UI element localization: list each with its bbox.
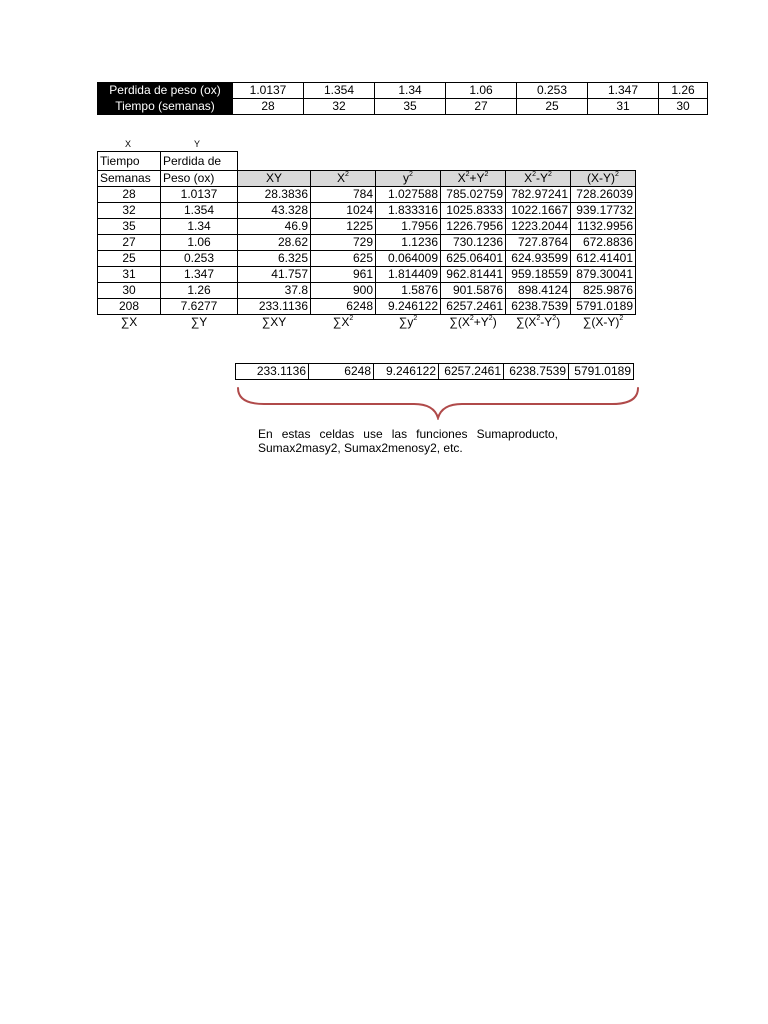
table-cell: 612.41401 xyxy=(571,251,636,267)
table-cell: 35 xyxy=(98,219,161,235)
table-cell: 208 xyxy=(98,299,161,315)
table-cell: 962.81441 xyxy=(441,267,506,283)
cell: 27 xyxy=(446,99,517,115)
table-cell: 1223.2044 xyxy=(506,219,571,235)
table-cell: 28 xyxy=(98,187,161,203)
table-cell: 27 xyxy=(98,235,161,251)
table-cell: 1.7956 xyxy=(376,219,441,235)
data-table-top xyxy=(97,82,708,115)
curly-brace-shape xyxy=(234,384,644,420)
cell: 28 xyxy=(233,99,304,115)
table-cell: 785.02759 xyxy=(441,187,506,203)
empty-cell xyxy=(571,152,636,171)
row-label-time: Tiempo (semanas) xyxy=(98,99,233,115)
table-cell: 6257.2461 xyxy=(441,299,506,315)
table-cell: 1.0137 xyxy=(161,187,238,203)
sum-cell: 5791.0189 xyxy=(569,364,634,380)
sum-labels-row xyxy=(98,315,636,331)
header-xy: XY xyxy=(238,171,311,187)
sum-label: $\sum y^2$ xyxy=(398,315,418,329)
table-row xyxy=(98,251,636,267)
table-cell: 41.757 xyxy=(238,267,311,283)
table-cell: 25 xyxy=(98,251,161,267)
sum-label: ∑XY xyxy=(261,315,287,329)
table-cell: 30 xyxy=(98,283,161,299)
table-cell: 46.9 xyxy=(238,219,311,235)
header-time-line2: Semanas xyxy=(98,171,161,187)
table-cell: 625 xyxy=(311,251,376,267)
table-cell: 624.93599 xyxy=(506,251,571,267)
table-row xyxy=(98,235,636,251)
sum-label: ∑X xyxy=(120,315,138,329)
cell: 1.26 xyxy=(659,83,708,99)
table-cell: 898.4124 xyxy=(506,283,571,299)
empty-cell xyxy=(238,152,311,171)
table-cell: 959.18559 xyxy=(506,267,571,283)
table-cell: 1.5876 xyxy=(376,283,441,299)
table-cell: 1.833316 xyxy=(376,203,441,219)
sum-label: $\sum X^2$ xyxy=(332,315,354,329)
cell: 35 xyxy=(375,99,446,115)
sum-label: $\sum(X^2-Y^2)$ xyxy=(515,315,561,329)
sum-cell: 6238.7539 xyxy=(504,364,569,380)
table-cell: 784 xyxy=(311,187,376,203)
cell: 1.34 xyxy=(375,83,446,99)
table-cell: 625.06401 xyxy=(441,251,506,267)
table-cell: 727.8764 xyxy=(506,235,571,251)
table-cell: 729 xyxy=(311,235,376,251)
table-cell: 1025.8333 xyxy=(441,203,506,219)
table-cell: 901.5876 xyxy=(441,283,506,299)
table-cell: 1132.9956 xyxy=(571,219,636,235)
cell: 25 xyxy=(517,99,588,115)
table-cell: 6238.7539 xyxy=(506,299,571,315)
table-cell: 1.347 xyxy=(161,267,238,283)
table-cell: 1225 xyxy=(311,219,376,235)
table-cell: 1.26 xyxy=(161,283,238,299)
table-row xyxy=(98,219,636,235)
table-cell: 1.06 xyxy=(161,235,238,251)
table-cell: 900 xyxy=(311,283,376,299)
cell: 1.354 xyxy=(304,83,375,99)
table-cell: 782.97241 xyxy=(506,187,571,203)
table-cell: 31 xyxy=(98,267,161,283)
table-cell: 233.1136 xyxy=(238,299,311,315)
header-time-line1: Tiempo xyxy=(98,152,161,171)
table-cell: 32 xyxy=(98,203,161,219)
brace-path xyxy=(238,388,638,418)
table-row xyxy=(98,267,636,283)
table-cell: 825.9876 xyxy=(571,283,636,299)
sum-label: $\sum(X^2+Y^2)$ xyxy=(449,315,497,329)
table-row xyxy=(98,187,636,203)
note-text: En estas celdas use las funciones Sumaproducto, Sumax2masy2, Sumax2menosy2, etc. xyxy=(258,427,558,455)
sum-label: ∑Y xyxy=(190,315,208,329)
table-cell: 1226.7956 xyxy=(441,219,506,235)
cell: 1.347 xyxy=(588,83,659,99)
table-cell: 28.3836 xyxy=(238,187,311,203)
table-cell: 1.027588 xyxy=(376,187,441,203)
sum-table xyxy=(235,363,634,380)
empty-cell xyxy=(311,152,376,171)
table-cell: 879.30041 xyxy=(571,267,636,283)
table-row-time xyxy=(98,99,708,115)
table-row xyxy=(98,283,636,299)
header-x2-plus-y2: $X^2+Y^2$ xyxy=(441,171,506,187)
header-weight-line2: Peso (ox) xyxy=(161,171,238,187)
table-row-weight-loss xyxy=(98,83,708,99)
table-cell: 1.354 xyxy=(161,203,238,219)
table-cell: 1.1236 xyxy=(376,235,441,251)
cell: 0.253 xyxy=(517,83,588,99)
sum-cell: 6248 xyxy=(309,364,374,380)
header-y2: $y^2$ xyxy=(376,171,441,187)
table-cell: 961 xyxy=(311,267,376,283)
table-cell: 728.26039 xyxy=(571,187,636,203)
cell: 1.06 xyxy=(446,83,517,99)
table-cell: 1.34 xyxy=(161,219,238,235)
cell: 1.0137 xyxy=(233,83,304,99)
sum-cell: 233.1136 xyxy=(236,364,309,380)
sum-label: $\sum(X-Y)^2$ xyxy=(582,315,624,329)
cell: 30 xyxy=(659,99,708,115)
table-cell: 7.6277 xyxy=(161,299,238,315)
table-cell: 37.8 xyxy=(238,283,311,299)
table-cell: 672.8836 xyxy=(571,235,636,251)
empty-cell xyxy=(506,152,571,171)
table-cell: 1024 xyxy=(311,203,376,219)
cell: 32 xyxy=(304,99,375,115)
empty-cell xyxy=(376,152,441,171)
table-cell: 730.1236 xyxy=(441,235,506,251)
table-cell: 6.325 xyxy=(238,251,311,267)
table-cell: 0.253 xyxy=(161,251,238,267)
table-cell: 1.814409 xyxy=(376,267,441,283)
table-cell: 1022.1667 xyxy=(506,203,571,219)
header-x2: $X^2$ xyxy=(311,171,376,187)
table-cell: 43.328 xyxy=(238,203,311,219)
data-rows xyxy=(98,187,636,315)
x-axis-label: X xyxy=(124,139,131,149)
table-cell: 5791.0189 xyxy=(571,299,636,315)
empty-cell xyxy=(441,152,506,171)
data-table-main xyxy=(97,151,636,330)
sum-row xyxy=(236,364,634,380)
header-row-2 xyxy=(98,171,636,187)
header-row-1 xyxy=(98,152,636,171)
table-cell: 28.62 xyxy=(238,235,311,251)
table-row xyxy=(98,203,636,219)
header-x2-minus-y2: $X^2-Y^2$ xyxy=(506,171,571,187)
table-cell: 0.064009 xyxy=(376,251,441,267)
table-row xyxy=(98,299,636,315)
sum-cell: 9.246122 xyxy=(374,364,439,380)
row-label-weight-loss: Perdida de peso (ox) xyxy=(98,83,233,99)
table-cell: 939.17732 xyxy=(571,203,636,219)
table-cell: 9.246122 xyxy=(376,299,441,315)
cell: 31 xyxy=(588,99,659,115)
y-axis-label: Y xyxy=(193,139,200,149)
table-cell: 6248 xyxy=(311,299,376,315)
header-weight-line1: Perdida de xyxy=(161,152,238,171)
sum-cell: 6257.2461 xyxy=(439,364,504,380)
header-x-minus-y-squared: $(X-Y)^2$ xyxy=(571,171,636,187)
